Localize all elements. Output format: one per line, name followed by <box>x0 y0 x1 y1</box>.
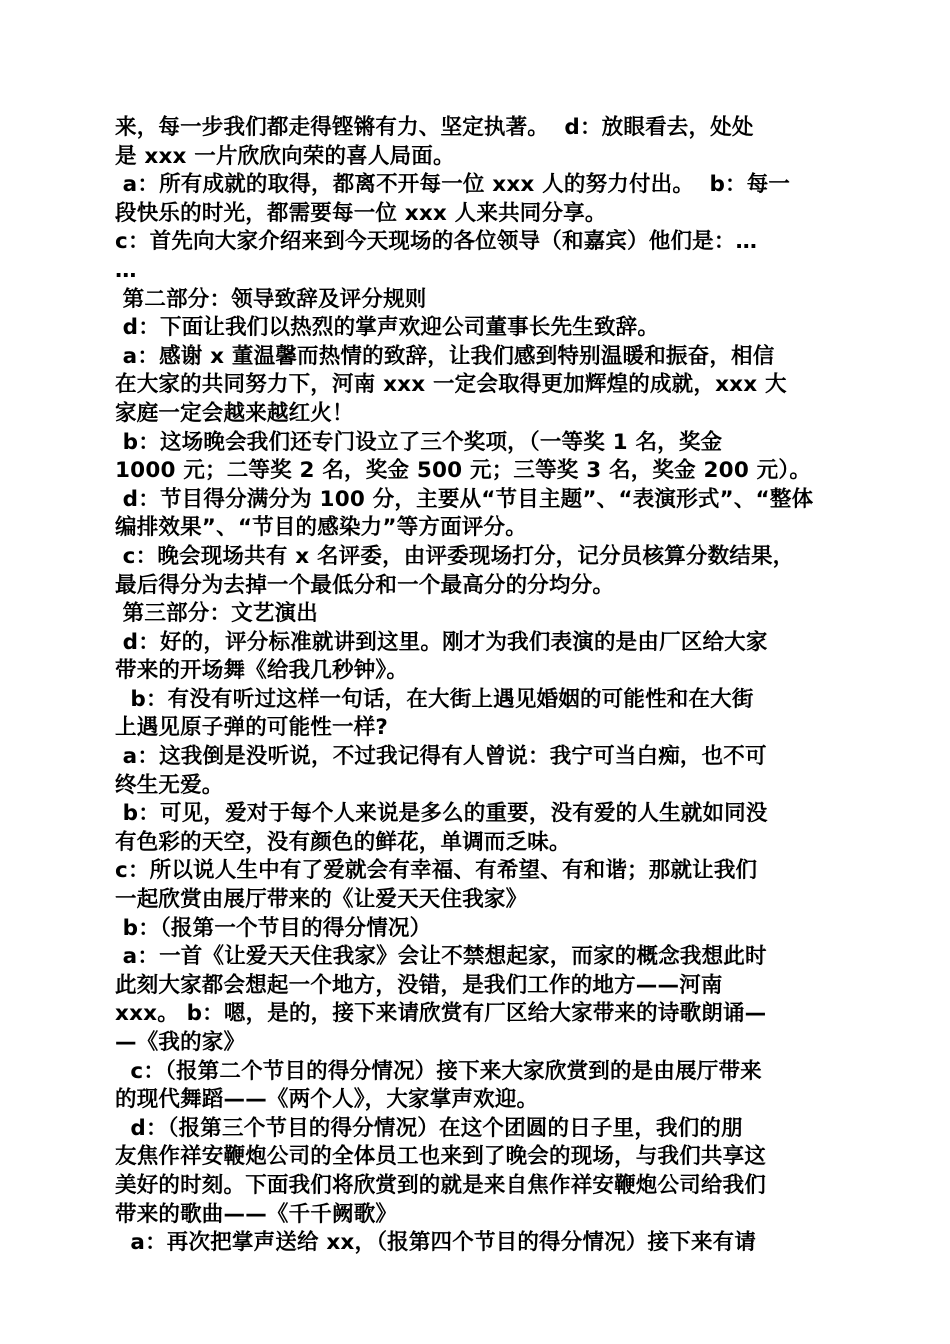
text-line: a：感谢 x 董温馨而热情的致辞，让我们感到特别温暖和振奋，相信 <box>115 343 775 369</box>
text-line: d：节目得分满分为 100 分，主要从“节目主题”、“表演形式”、“整体 <box>115 486 814 512</box>
text-line: 在大家的共同努力下，河南 xxx 一定会取得更加辉煌的成就，xxx 大 <box>115 372 787 398</box>
text-line: 此刻大家都会想起一个地方，没错，是我们工作的地方——河南 <box>115 972 723 998</box>
text-line: b：有没有听过这样一句话，在大街上遇见婚姻的可能性和在大街 <box>115 686 754 712</box>
text-line: c：晚会现场共有 x 名评委，由评委现场打分，记分员核算分数结果， <box>115 543 795 569</box>
text-line: —《我的家》 <box>115 1030 246 1055</box>
text-line: c：（报第二个节目的得分情况）接下来大家欣赏到的是由展厅带来 <box>115 1058 762 1084</box>
text-line: 1000 元；二等奖 2 名，奖金 500 元；三等奖 3 名，奖金 200 元）。 <box>115 458 812 484</box>
text-line: a：所有成就的取得，都离不开每一位 xxx 人的努力付出。 b：每一 <box>115 172 791 198</box>
text-line: d：（报第三个节目的得分情况）在这个团圆的日子里，我们的朋 <box>115 1115 743 1141</box>
text-line: 上遇见原子弹的可能性一样? <box>115 715 389 741</box>
text-line: 是 xxx 一片欣欣向荣的喜人局面。 <box>115 143 455 169</box>
text-line: c：首先向大家介绍来到今天现场的各位领导（和嘉宾）他们是：… <box>115 229 758 255</box>
text-line: 终生无爱。 <box>115 772 224 798</box>
text-line: a：一首《让爱天天住我家》会让不禁想起家，而家的概念我想此时 <box>115 944 767 970</box>
text-line: 带来的开场舞《给我几秒钟》。 <box>115 658 409 684</box>
text-line: b：这场晚会我们还专门设立了三个奖项，（一等奖 1 名，奖金 <box>115 429 723 455</box>
text-line: 的现代舞蹈——《两个人》，大家掌声欢迎。 <box>115 1087 539 1113</box>
document-body <box>115 114 840 1258</box>
text-line: d：下面让我们以热烈的掌声欢迎公司董事长先生致辞。 <box>115 315 660 341</box>
text-line: b：可见，爱对于每个人来说是多么的重要，没有爱的人生就如同没 <box>115 801 768 827</box>
text-line: 最后得分为去掉一个最低分和一个最高分的分均分。 <box>115 572 615 598</box>
section-heading: 第三部分：文艺演出 <box>115 601 318 627</box>
text-line: 一起欣赏由展厅带来的《让爱天天住我家》 <box>115 887 528 913</box>
text-line: b：（报第一个节目的得分情况） <box>115 915 432 941</box>
text-line: a：再次把掌声送给 xx，（报第四个节目的得分情况）接下来有请 <box>115 1230 757 1256</box>
text-line: a：这我倒是没听说，不过我记得有人曾说：我宁可当白痴，也不可 <box>115 744 767 770</box>
text-line: … <box>115 257 137 283</box>
text-line: 美好的时刻。下面我们将欣赏到的就是来自焦作祥安鞭炮公司给我们 <box>115 1172 767 1198</box>
text-line: 友焦作祥安鞭炮公司的全体员工也来到了晚会的现场，与我们共享这 <box>115 1144 767 1170</box>
text-line: c：所以说人生中有了爱就会有幸福、有希望、有和谐；那就让我们 <box>115 858 758 884</box>
text-line: 编排效果”、“节目的感染力”等方面评分。 <box>115 515 527 541</box>
text-line: 有色彩的天空，没有颜色的鲜花，单调而乏味。 <box>115 829 571 855</box>
text-line: xxx。 b：嗯，是的，接下来请欣赏有厂区给大家带来的诗歌朗诵— <box>115 1001 767 1027</box>
text-line: 来，每一步我们都走得铿锵有力、坚定执著。 d：放眼看去，处处 <box>115 115 754 140</box>
section-heading: 第二部分：领导致辞及评分规则 <box>115 286 427 312</box>
text-line: 带来的歌曲——《千千阙歌》 <box>115 1201 398 1227</box>
text-line: 家庭一定会越来越红火！ <box>115 400 354 426</box>
text-line: 段快乐的时光，都需要每一位 xxx 人来共同分享。 <box>115 200 607 226</box>
text-line: d：好的，评分标准就讲到这里。刚才为我们表演的是由厂区给大家 <box>115 629 768 655</box>
